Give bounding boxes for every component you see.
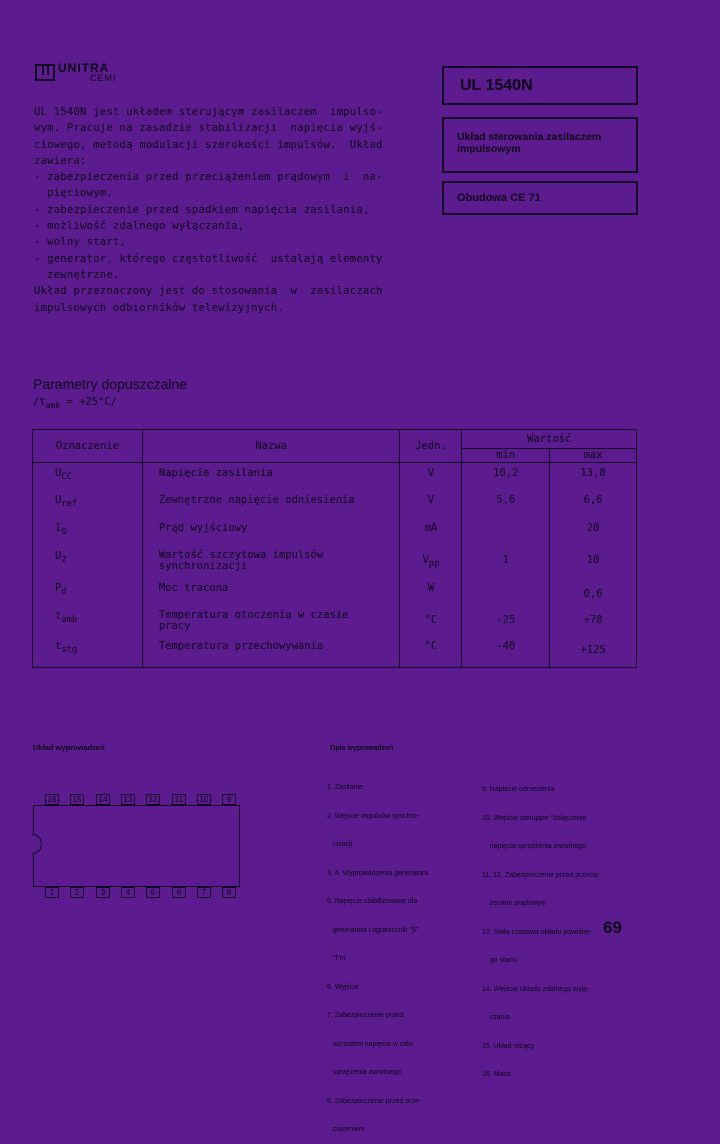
symbol-cell (33, 580, 143, 608)
header-symbol: Oznaczenie (33, 430, 143, 463)
pin-label: 10 (197, 794, 211, 805)
part-number-box (442, 66, 638, 105)
unit-cell (400, 463, 462, 492)
table-row (33, 492, 637, 520)
unit: °C (424, 613, 438, 626)
ic-notch-icon (32, 834, 42, 854)
pin-desc-line: 7. Zabezpieczenie przed (327, 1012, 404, 1019)
pin-desc-line: 5. Napięcie stabilizowane dla (327, 898, 418, 905)
pin-desc-line: 1. Zasilanie (327, 784, 363, 791)
intro-text (34, 104, 414, 316)
table-row (33, 548, 637, 580)
intro-line: - możliwość zdalnego wyłączania, (34, 220, 245, 233)
pin-label: 8 (222, 887, 236, 898)
pin-desc-line: żeniem prądowym (482, 900, 547, 907)
part-description: Układ sterowania zasilaczem impulsowym (457, 131, 602, 155)
pin-desc-line: 6. Wyjście (327, 983, 359, 991)
pin-label: 12 (146, 794, 160, 805)
pin-label: 7 (197, 887, 211, 898)
pin-desc-line: 8. Zabezpieczenie przed prze- (327, 1097, 422, 1105)
pin-label: 9 (222, 794, 236, 805)
page-number: 69 (603, 918, 622, 937)
unitra-logo-icon (35, 64, 55, 81)
max-cell: +125 (550, 638, 637, 668)
table-row (33, 520, 637, 548)
symbol-sub: stg (61, 644, 78, 655)
table-row (33, 463, 637, 492)
max-cell: 10 (550, 548, 637, 580)
symbol: U (55, 493, 62, 506)
pin-desc-line: 16. Masa (482, 1071, 511, 1078)
params-condition (33, 396, 117, 410)
header-unit: Jedn. (400, 430, 462, 463)
intro-line: Układ przeznaczony jest do stosowania w zasilaczach (34, 285, 383, 298)
brand-name: UNITRA (58, 61, 110, 75)
symbol-cell (33, 638, 143, 668)
pin-desc-line: ciążeniem (327, 1126, 365, 1133)
pin-label: 16 (45, 794, 59, 805)
unit-cell (400, 608, 462, 638)
symbol-cell (33, 608, 143, 638)
pin-desc-line: 3, 4. Wyprowadzenia generatora (327, 869, 429, 877)
name-cell: Prąd wyjściowy (142, 520, 400, 548)
pin-label: 6 (172, 887, 186, 898)
unit: V (427, 467, 435, 479)
symbol-cell (33, 492, 143, 520)
symbol: U (55, 467, 62, 479)
unit: V (427, 493, 435, 506)
pin-label: 3 (96, 887, 110, 898)
max-cell: 6,6 (550, 492, 637, 520)
header-max: max (550, 448, 637, 462)
symbol: t (55, 609, 62, 622)
symbol: I (55, 521, 62, 534)
min-cell: -25 (462, 608, 550, 638)
pin-desc-line: 10. Wejście sterujące "dołączenie (482, 814, 587, 822)
pin-desc-line: 13. Stała czasowa układu powolne- (482, 928, 592, 936)
params-title: Parametry dopuszczalne (33, 376, 188, 392)
name-cell: Temperatura przechowywania (142, 638, 400, 668)
unit: mA (424, 521, 438, 534)
brand-sub: CEMI (90, 73, 117, 83)
package-type: Obudowa CE 71 (457, 192, 541, 204)
max-cell: 20 (550, 520, 637, 548)
max-cell: +70 (550, 608, 637, 638)
max-cell: 13,8 (550, 463, 637, 492)
pin-desc-line: czania (482, 1014, 511, 1021)
intro-line: wym. Pracuje na zasadzie stabilizacji napięcia wyjś- (34, 122, 383, 135)
intro-line: UL 1540N jest układem sterującym zasilaczem impulso- (34, 106, 383, 118)
symbol-sub: amb (61, 614, 78, 625)
unit-cell (400, 492, 462, 520)
pin-desc-line: napięcia sprzężenia zwrotnego (482, 843, 586, 850)
intro-line: - zabezpieczenie przed spadkiem napięcia zasilania, (34, 203, 370, 216)
pin-desc-line: go startu (482, 957, 518, 964)
pin-desc-line: 11, 12. Zabezpieczenie przed przecią- (482, 871, 601, 879)
pin-desc-line: 2. Wejście impulsów synchro- (327, 812, 420, 820)
min-cell: -40 (462, 638, 550, 668)
unit-sub: pp (428, 558, 440, 569)
header-name: Nazwa (142, 430, 400, 463)
symbol-sub: ref (61, 498, 78, 509)
pin-desc-line: wzrostem napięcia w celu (327, 1040, 413, 1048)
table-row (33, 580, 637, 608)
max-cell: 0,6 (550, 580, 637, 608)
pin-label: 14 (96, 794, 110, 805)
table-row (33, 608, 637, 638)
condition-sub: amb (45, 401, 61, 411)
header-min: min (462, 448, 550, 462)
description-box (442, 117, 638, 173)
pin-label: 1 (45, 887, 59, 898)
intro-line: zewnętrzne. (34, 268, 120, 281)
symbol-sub: CC (61, 472, 72, 483)
condition-suffix: = +25°C/ (60, 396, 118, 408)
pin-desc-line: nizacji (327, 841, 353, 848)
header-value: Wartość (462, 430, 637, 449)
intro-line: - generator, którego częstotliwość ustalają elementy (34, 252, 383, 265)
unit-cell (400, 548, 462, 580)
pinout-title: Układ wyprowadzeń (33, 743, 105, 752)
ic-package-outline (33, 805, 240, 887)
condition-prefix: /t (33, 396, 46, 408)
pin-desc-line: 14. Wejście układu zdalnego wyłą- (482, 985, 590, 993)
package-box (442, 181, 638, 215)
pin-desc-left (327, 764, 462, 1144)
min-cell (462, 580, 550, 608)
unit-cell (400, 580, 462, 608)
intro-line: - zabezpieczenia przed przeciążeniem prądowym i na- (34, 171, 383, 184)
name-cell: Zewnętrzne napięcie odniesienia (142, 492, 400, 520)
symbol-cell (33, 463, 143, 492)
symbol-sub: d (61, 586, 67, 597)
pin-label: 2 (70, 887, 84, 898)
pin-desc-title: Opis wyprowadzeń (330, 745, 394, 752)
pin-desc-line: sprzężenia zwrotnego (327, 1069, 401, 1076)
name-cell: Wartość szczytowa impulsów synchronizacji (142, 548, 400, 580)
unit-cell (400, 638, 462, 668)
unit-cell (400, 520, 462, 548)
name-cell: Napięcie zasilania (142, 463, 400, 492)
unit: W (427, 581, 435, 594)
min-cell (462, 520, 550, 548)
symbol: P (55, 581, 62, 594)
intro-line: zawiera: (34, 154, 87, 167)
pin-label: 15 (70, 794, 84, 805)
name-cell: Temperatura otoczenia w czasie pracy (142, 608, 400, 638)
pin-label: 13 (121, 794, 135, 805)
symbol-sub: 2 (61, 554, 67, 565)
intro-line: impulsowych odbiorników telewizyjnych. (34, 301, 284, 314)
min-cell: 5,6 (462, 492, 550, 520)
params-table (32, 429, 637, 668)
intro-line: - wolny start, (34, 236, 127, 249)
pin-label: 4 (121, 887, 135, 898)
min-cell: 10,2 (462, 463, 550, 492)
name-cell: Moc tracona (142, 580, 400, 608)
unit: °C (424, 639, 438, 652)
pin-desc-line: "f"m (327, 955, 346, 962)
symbol-cell (33, 548, 143, 580)
intro-line: ciowego, metodą modulacji szerokości impulsów. Układ (34, 138, 383, 151)
intro-line: pięciowym, (34, 187, 113, 200)
symbol-sub: O (61, 526, 67, 537)
pin-desc-line: generatora i ogranicznik "β" (327, 926, 419, 934)
symbol: U (55, 549, 62, 562)
pin-desc-line: 9. Napięcie odniesienia (482, 786, 555, 793)
pin-label: 11 (172, 794, 186, 805)
table-row (33, 638, 637, 668)
min-cell: 1 (462, 548, 550, 580)
pin-desc-line: 15. Układ różący (482, 1042, 535, 1050)
symbol-cell (33, 520, 143, 548)
symbol: t (55, 639, 62, 652)
unit: V (422, 553, 429, 566)
part-number: UL 1540N (460, 77, 533, 94)
pin-label: 5 (146, 887, 160, 898)
